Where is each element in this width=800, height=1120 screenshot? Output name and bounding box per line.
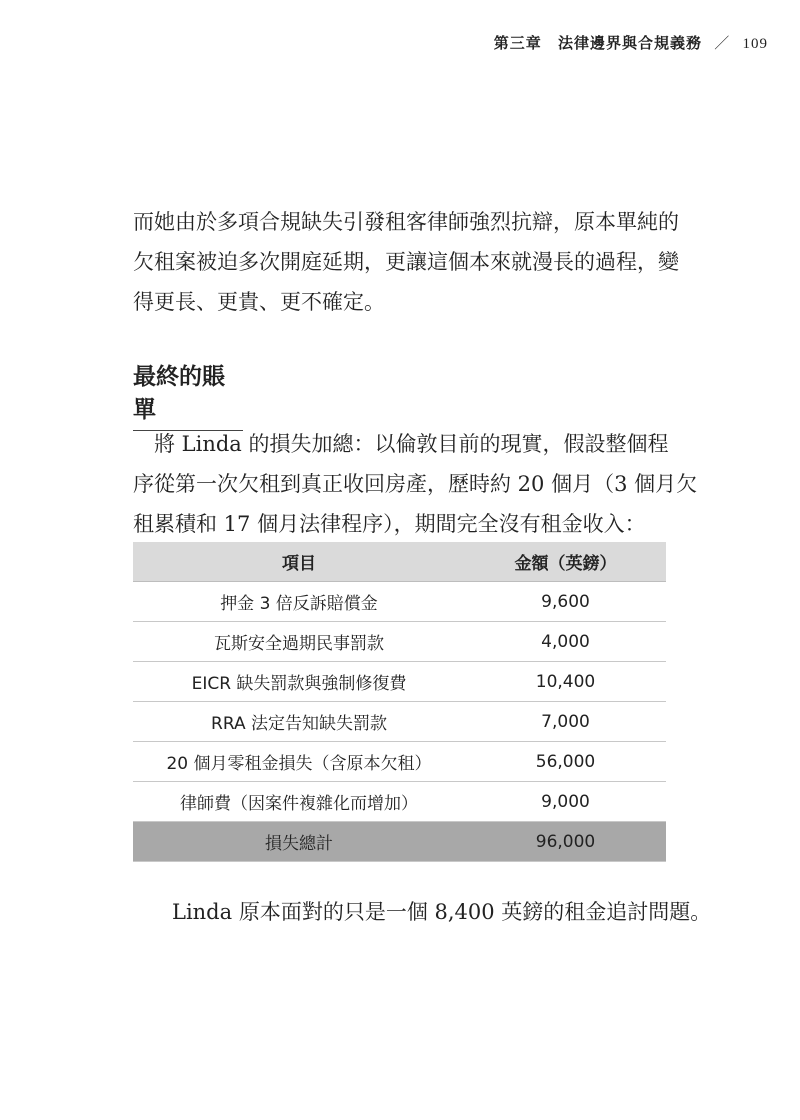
table-row [133,622,666,662]
row-amount: 9,600 [465,582,666,622]
header-separator: ／ [714,34,731,52]
row-item: 律師費（因案件複雜化而增加） [133,782,465,822]
row-amount: 9,000 [465,782,666,822]
page-number: 109 [742,36,768,52]
row-item: 押金 3 倍反訴賠償金 [133,582,465,622]
table-header-row [133,542,666,582]
loss-table [133,542,666,862]
header-item: 項目 [133,542,465,582]
table-row [133,702,666,742]
row-item: EICR 缺失罰款與強制修復費 [133,662,465,702]
total-label: 損失總計 [133,822,465,862]
paragraph-line: 欠租案被迫多次開庭延期，更讓這個本來就漫長的過程，變 [133,250,679,274]
total-amount: 96,000 [465,822,666,862]
header-amount: 金額（英鎊） [465,542,666,582]
paragraph-line: 而她由於多項合規缺失引發租客律師強烈抗辯，原本單純的 [133,210,679,234]
paragraph-line: 序從第一次欠租到真正收回房產，歷時約 20 個月（3 個月欠 [133,472,698,496]
row-amount: 56,000 [465,742,666,782]
table-row [133,582,666,622]
body-paragraph-1 [133,202,679,322]
table-row [133,782,666,822]
paragraph-line: 將 Linda 的損失加總：以倫敦目前的現實，假設整個程 [133,432,669,456]
row-item: RRA 法定告知缺失罰款 [133,702,465,742]
running-header [494,32,768,53]
conclusion-sentence: Linda 原本面對的只是一個 8,400 英鎊的租金追討問題。 [172,900,712,924]
table-total-row [133,822,666,862]
row-item: 瓦斯安全過期民事罰款 [133,622,465,662]
paragraph-line: 租累積和 17 個月法律程序），期間完全沒有租金收入： [133,512,646,536]
row-amount: 4,000 [465,622,666,662]
row-amount: 10,400 [465,662,666,702]
section-heading: 最終的賬單 [133,358,243,431]
row-item: 20 個月零租金損失（含原本欠租） [133,742,465,782]
paragraph-line: 得更長、更貴、更不確定。 [133,290,385,314]
body-paragraph-2 [133,424,698,544]
chapter-label: 第三章 [493,34,542,52]
row-amount: 7,000 [465,702,666,742]
table-row [133,662,666,702]
table-row [133,742,666,782]
chapter-title: 法律邊界與合規義務 [558,34,703,52]
